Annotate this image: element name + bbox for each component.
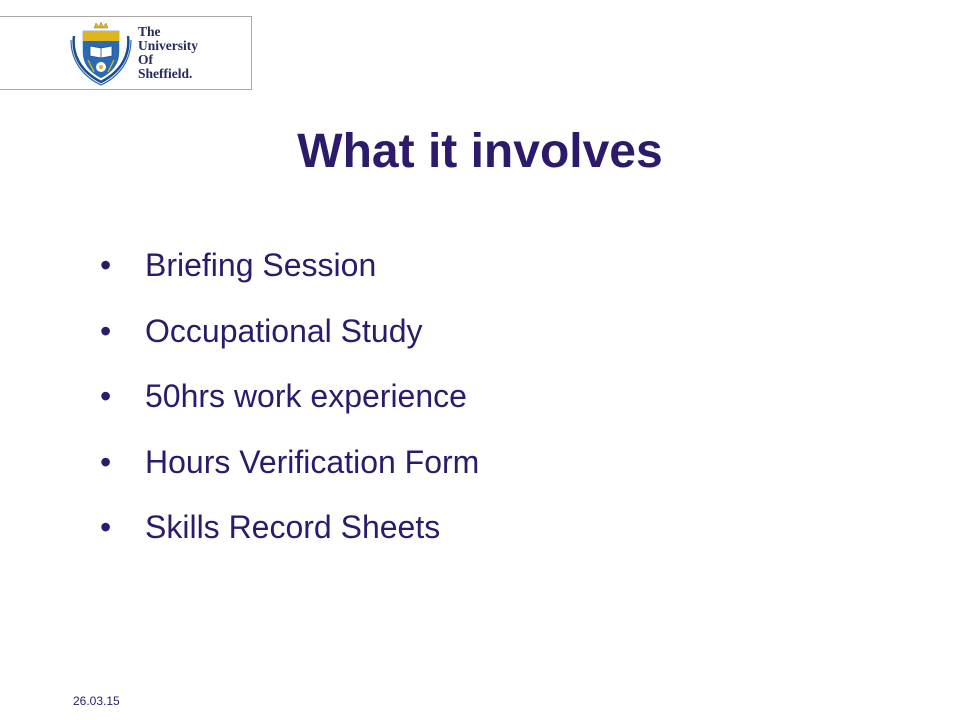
wordmark-line-2: University <box>138 38 198 53</box>
bullet-dot: • <box>100 312 112 349</box>
bullet-dot: • <box>100 443 112 480</box>
university-wordmark <box>138 25 198 81</box>
bullet-text: Hours Verification Form <box>145 443 480 480</box>
slide-title: What it involves <box>297 125 663 178</box>
wordmark-line-1: The <box>138 24 161 39</box>
bullet-dot: • <box>100 509 112 545</box>
wordmark-line-4: Sheffield. <box>138 66 193 81</box>
bullet-text: Occupational Study <box>145 312 423 349</box>
wordmark-line-3: Of <box>138 52 153 67</box>
slide-date: 26.03.15 <box>73 694 120 708</box>
university-logo <box>0 16 252 90</box>
bullet-text: Skills Record Sheets <box>145 509 441 545</box>
bullet-text: Briefing Session <box>145 247 377 283</box>
bullet-text: 50hrs work experience <box>145 378 467 414</box>
bullet-dot: • <box>100 247 112 283</box>
university-crest-icon <box>70 22 132 86</box>
bullet-dot: • <box>100 378 112 414</box>
